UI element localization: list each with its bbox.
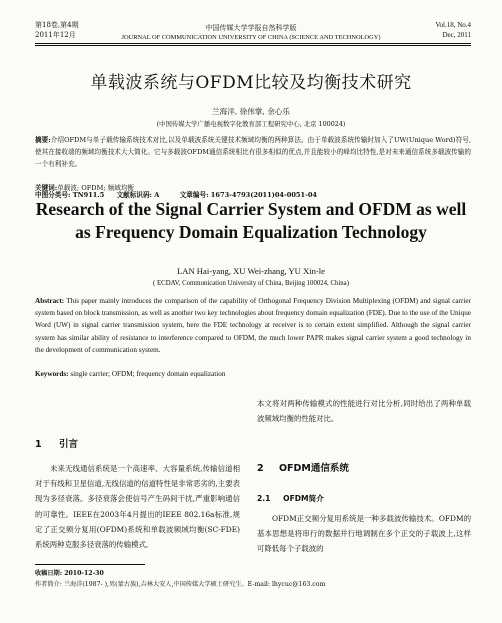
document-code: 文献标识码: A	[116, 191, 160, 199]
abstract-cn-text: 介绍OFDM与单子载传输系统技术对比,以及单载波系统关键技术频域均衡的两种算法。由于单载波系统传输时加入了UW(Unique Word)符号,使其在接收端的频域均衡技术大大简化。它与多载波OFDM通信系统相比有很多相似的优点,并且能较小的峰均比特性,是对未来通信系统多载波传输的一个有利补充。	[35, 136, 471, 168]
abstract-en-label: Abstract:	[35, 297, 65, 305]
keywords-en-label: Keywords:	[35, 370, 69, 378]
title-en	[0, 198, 502, 244]
abstract-cn-label: 摘要:	[35, 136, 51, 144]
abstract-en	[35, 295, 471, 356]
subsection-2-1-number: 2.1	[257, 494, 271, 503]
authors-en: LAN Hai-yang, XU Wei-zhang, YU Xin-le	[177, 266, 325, 276]
volume-issue-cn: 第18卷,第4期	[35, 21, 79, 29]
received-date: 收稿日期: 2010-12-30	[35, 570, 104, 577]
affiliation-cn: (中国传媒大学广播电视数字化教育部工程研究中心, 北京 100024)	[156, 120, 346, 128]
date-en: Dec, 2011	[442, 31, 471, 39]
section-2-number: 2	[257, 463, 264, 474]
title-cn: 单载波系统与OFDM比较及均衡技术研究	[90, 73, 412, 93]
clc-number: 中图分类号: TN911.5	[35, 191, 105, 199]
keywords-en-text: single carrier; OFDM; frequency domain equalization	[70, 370, 226, 378]
header-rule	[35, 43, 471, 44]
author-info: 作者简介: 兰海洋(1987- ),男(蒙古族),吉林大安人,中国传媒大学硕士研究生。E-mail: lhycuc@163.com	[35, 581, 326, 588]
affiliation-en: ( ECDAV, Communication University of China, Beijing 100024, China)	[153, 280, 349, 287]
title-en-line-1: Research of the Signal Carrier System and OFDM as well	[35, 199, 467, 219]
subsection-2-1-heading	[257, 493, 324, 504]
abstract-en-text: This paper mainly introduces the comparison of the capability of Orthogonal Frequency Division Multiplexing (OFDM) and signal carrier system based on block transmission, as well as another two key technologies about frequency domain equalization (FDE). Due to the use of the Unique Word (UW) in signal carrier transmission system, here the FDE technology at receiver is to certain extent simplified. Although the signal carrier system has similar ability of resistance to interference compared to OFDM, the much lower PAPR makes signal carrier system a good technology in the development of communication system.	[35, 297, 471, 354]
right-column-continuation: 本文将对两种传输模式的性能进行对比分析,同时给出了两种单载波频域均衡的性能对比。	[257, 399, 471, 424]
keywords-cn-text: 单载波; OFDM; 频域均衡	[57, 184, 135, 192]
subsection-2-1-body: OFDM正交频分复用系统是一种多载波传输技术。OFDM的基本思想是将串行的数据并行地调制在多个正交的子载波上,这样可降低每个子载波的	[257, 514, 471, 554]
section-1-heading	[35, 436, 78, 450]
abstract-cn	[35, 134, 471, 170]
volume-issue-en: Vol.18, No.4	[435, 21, 471, 29]
footnote-rule	[35, 564, 145, 565]
section-2-title: OFDM通信系统	[278, 463, 349, 474]
authors-cn: 兰海洋, 徐伟掌, 余心乐	[212, 107, 290, 116]
section-1-number: 1	[35, 439, 42, 450]
date-cn: 2011年12月	[35, 31, 76, 39]
journal-name-cn: 中国传媒大学学报自然科学版	[205, 24, 297, 32]
journal-name-en: JOURNAL OF COMMUNICATION UNIVERSITY OF CHINA (SCIENCE AND TECHNOLOGY)	[121, 34, 381, 41]
keywords-cn-label: 关键词:	[35, 184, 58, 192]
section-1-title: 引言	[58, 439, 78, 450]
subsection-2-1-title: OFDM简介	[283, 494, 324, 503]
keywords-en	[35, 368, 471, 380]
section-1-body: 未来无线通信系统是一个高速率、大容量系统,传输信道相对于有线和卫星信道,无线信道的信道特性是非常恶劣的,主要表现为多径衰落。多径衰落会使信号产生码间干扰,严重影响通信的可靠性。IEEE在2003年4月提出的IEEE 802.16a标准,规定了正交频分复用(OFDM)系统和单载波频域均衡(SC-FDE)系统两种克服多径衰落的传输模式,	[35, 464, 240, 550]
section-2-heading	[257, 460, 349, 474]
title-en-line-2: as Frequency Domain Equalization Technology	[75, 222, 427, 242]
article-number: 文章编号: 1673-4793(2011)04-0051-04	[179, 191, 318, 199]
header-rule-thin	[35, 45, 471, 46]
